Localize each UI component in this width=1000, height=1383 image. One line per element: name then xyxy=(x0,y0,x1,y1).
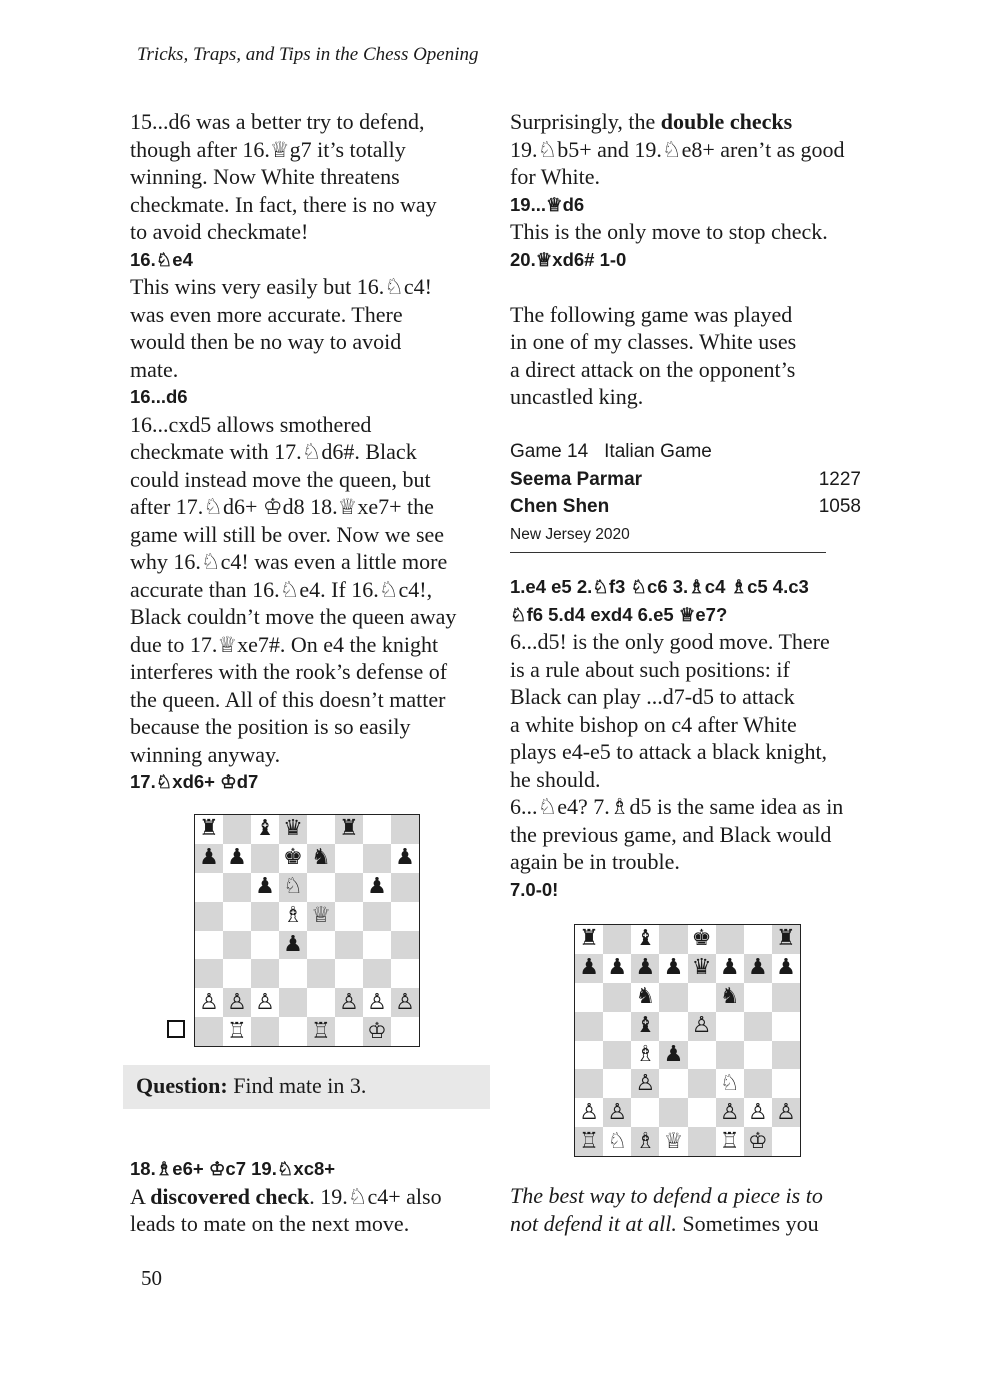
bold-term: double checks xyxy=(660,109,793,134)
square-g6 xyxy=(744,983,772,1012)
text-line: 19.♘b5+ and 19.♘e8+ aren’t as good xyxy=(510,136,845,162)
square-e2 xyxy=(688,1098,716,1127)
square-g7 xyxy=(744,954,772,983)
chess-piece: ♔ xyxy=(747,1128,768,1154)
square-d5 xyxy=(279,902,307,931)
intro-line: a direct attack on the opponent’s xyxy=(510,356,796,382)
move-line: 18.♗e6+ ♔c7 19.♘xc8+ xyxy=(130,1158,336,1179)
chess-piece: ♟ xyxy=(395,845,415,871)
italic-line: The best way to defend a piece is to xyxy=(510,1183,823,1208)
chess-piece: ♛ xyxy=(283,816,303,842)
player-rating: 1058 xyxy=(818,496,861,517)
chess-piece: ♞ xyxy=(311,845,331,871)
square-d2 xyxy=(279,988,307,1017)
chess-piece: ♖ xyxy=(719,1128,740,1154)
chess-piece: ♘ xyxy=(283,874,303,900)
chess-piece: ♘ xyxy=(719,1070,740,1096)
chess-piece: ♞ xyxy=(719,984,740,1010)
square-b2 xyxy=(223,988,251,1017)
square-b7 xyxy=(603,954,631,983)
square-f1 xyxy=(335,1017,363,1046)
square-g4 xyxy=(363,931,391,960)
square-h1 xyxy=(772,1127,800,1156)
chess-piece: ♙ xyxy=(579,1099,599,1125)
square-c6 xyxy=(631,983,659,1012)
text-line: This is the only move to stop check. xyxy=(510,219,828,244)
square-d3 xyxy=(279,959,307,988)
chess-piece: ♙ xyxy=(255,989,275,1015)
chess-piece: ♟ xyxy=(607,955,628,981)
chess-piece: ♙ xyxy=(719,1099,740,1125)
chess-piece: ♙ xyxy=(635,1070,656,1096)
note-line: Black can play ...d7-d5 to attack xyxy=(510,684,795,709)
square-c4 xyxy=(631,1041,659,1070)
square-b4 xyxy=(223,931,251,960)
square-g8 xyxy=(363,815,391,844)
move-line: 1.e4 e5 2.♘f3 ♘c6 3.♗c4 ♗c5 4.c3 xyxy=(510,576,809,597)
chess-piece: ♙ xyxy=(747,1099,768,1125)
square-a1 xyxy=(575,1127,603,1156)
square-d3 xyxy=(659,1069,687,1098)
white-to-move-indicator xyxy=(167,1020,185,1038)
running-head: Tricks, Traps, and Tips in the Chess Opening xyxy=(137,44,479,65)
square-a2 xyxy=(575,1098,603,1127)
chess-piece: ♙ xyxy=(367,989,387,1015)
square-h7 xyxy=(772,954,800,983)
square-b1 xyxy=(223,1017,251,1046)
square-f7 xyxy=(335,844,363,873)
square-f4 xyxy=(716,1041,744,1070)
text-line: to avoid checkmate! xyxy=(130,219,309,244)
square-f6 xyxy=(716,983,744,1012)
square-e8 xyxy=(307,815,335,844)
text-line xyxy=(510,108,870,136)
move-line: ♘f6 5.d4 exd4 6.e5 ♕e7? xyxy=(510,603,728,625)
move-line: 16...d6 xyxy=(130,386,188,407)
note-line: plays e4-e5 to attack a black knight, xyxy=(510,739,828,764)
square-b3 xyxy=(223,959,251,988)
move-line: 7.0-0! xyxy=(510,878,559,900)
square-g2 xyxy=(363,988,391,1017)
text-line xyxy=(510,1210,870,1238)
page-number: 50 xyxy=(141,1266,162,1290)
chess-piece: ♝ xyxy=(255,816,275,842)
chess-diagram-2 xyxy=(574,924,801,1157)
square-h1 xyxy=(391,1017,419,1046)
chess-piece: ♞ xyxy=(635,984,656,1010)
square-a6 xyxy=(195,873,223,902)
chess-diagram-1 xyxy=(194,814,420,1047)
square-e2 xyxy=(307,988,335,1017)
chess-piece: ♟ xyxy=(663,1041,684,1067)
chess-piece: ♟ xyxy=(776,955,796,981)
notes xyxy=(510,628,870,876)
chess-piece: ♔ xyxy=(367,1018,387,1044)
square-d6 xyxy=(279,873,307,902)
player-name: Seema Parmar xyxy=(510,468,643,490)
player-name: Chen Shen xyxy=(510,496,610,517)
note-line: 6...♘e4? 7.♗d5 is the same idea as in xyxy=(510,794,844,819)
square-g3 xyxy=(744,1069,772,1098)
square-d1 xyxy=(279,1017,307,1046)
square-h3 xyxy=(391,959,419,988)
square-e4 xyxy=(688,1041,716,1070)
text-line: accurate than 16.♘e4. If 16.♘c4!, xyxy=(130,576,433,602)
square-g5 xyxy=(363,902,391,931)
chess-piece: ♟ xyxy=(283,931,303,957)
square-e8 xyxy=(688,925,716,954)
text-line: could instead move the queen, but xyxy=(130,466,431,492)
text-line: though after 16.♕g7 it’s totally xyxy=(130,136,406,162)
text-line: why 16.♘c4! was even a little more xyxy=(130,549,448,574)
left-bottom-text xyxy=(130,1155,492,1238)
chess-piece: ♙ xyxy=(691,1013,712,1039)
intro-line: in one of my classes. White uses xyxy=(510,329,797,354)
square-h6 xyxy=(391,873,419,902)
note-line: the previous game, and Black would xyxy=(510,821,832,847)
text-line: mate. xyxy=(130,356,179,382)
text-line: the queen. All of this doesn’t matter xyxy=(130,686,446,712)
chess-piece: ♝ xyxy=(635,926,656,952)
text-line: because the position is so easily xyxy=(130,714,411,739)
square-g8 xyxy=(744,925,772,954)
text-line: 16...cxd5 allows smothered xyxy=(130,411,372,437)
square-a4 xyxy=(195,931,223,960)
square-g6 xyxy=(363,873,391,902)
square-f2 xyxy=(335,988,363,1017)
chess-piece: ♕ xyxy=(663,1128,684,1154)
square-g5 xyxy=(744,1012,772,1041)
chess-piece: ♛ xyxy=(691,955,712,981)
square-c2 xyxy=(631,1098,659,1127)
square-f5 xyxy=(716,1012,744,1041)
right-column xyxy=(510,108,870,903)
right-bottom-text xyxy=(510,1182,870,1237)
game-header xyxy=(510,438,870,466)
question-body: Find mate in 3. xyxy=(227,1073,367,1098)
intro-line: uncastled king. xyxy=(510,384,644,409)
square-b5 xyxy=(603,1012,631,1041)
left-column xyxy=(130,108,492,796)
chess-piece: ♕ xyxy=(311,903,331,929)
text-span: Surprisingly, the xyxy=(510,109,661,134)
chess-piece: ♚ xyxy=(283,845,303,871)
chess-piece: ♚ xyxy=(691,926,712,952)
square-b1 xyxy=(603,1127,631,1156)
move-line: 20.♕xd6# 1-0 xyxy=(510,248,627,270)
square-b6 xyxy=(603,983,631,1012)
square-f8 xyxy=(335,815,363,844)
move-line: 16.♘e4 xyxy=(130,248,193,270)
chess-piece: ♝ xyxy=(635,1013,656,1039)
bold-term: discovered check xyxy=(150,1183,310,1209)
square-e5 xyxy=(307,902,335,931)
square-h6 xyxy=(772,983,800,1012)
text-line: after 17.♘d6+ ♔d8 18.♕xe7+ the xyxy=(130,494,434,519)
chess-piece: ♟ xyxy=(255,874,275,900)
square-c8 xyxy=(631,925,659,954)
chess-piece: ♙ xyxy=(395,989,415,1015)
square-b3 xyxy=(603,1069,631,1098)
square-a7 xyxy=(575,954,603,983)
move-line: 19...♕d6 xyxy=(510,193,585,215)
square-f1 xyxy=(716,1127,744,1156)
square-g4 xyxy=(744,1041,772,1070)
chess-piece: ♟ xyxy=(635,955,656,981)
square-e3 xyxy=(307,959,335,988)
square-a2 xyxy=(195,988,223,1017)
square-c1 xyxy=(631,1127,659,1156)
chess-piece: ♗ xyxy=(635,1128,656,1154)
text-line: leads to mate on the next move. xyxy=(130,1211,410,1236)
square-a3 xyxy=(575,1069,603,1098)
square-f6 xyxy=(335,873,363,902)
square-c5 xyxy=(251,902,279,931)
chess-piece: ♙ xyxy=(227,989,247,1015)
square-d7 xyxy=(659,954,687,983)
note-line: is a rule about such positions: if xyxy=(510,656,790,682)
square-h7 xyxy=(391,844,419,873)
square-h2 xyxy=(391,988,419,1017)
chess-piece: ♜ xyxy=(776,926,796,952)
square-h3 xyxy=(772,1069,800,1098)
square-e3 xyxy=(688,1069,716,1098)
chess-piece: ♟ xyxy=(579,955,599,981)
square-d1 xyxy=(659,1127,687,1156)
text-line: This wins very easily but 16.♘c4! xyxy=(130,274,433,299)
square-b6 xyxy=(223,873,251,902)
square-e7 xyxy=(307,844,335,873)
question-label: Question: xyxy=(136,1073,228,1098)
square-b7 xyxy=(223,844,251,873)
chess-piece: ♖ xyxy=(311,1018,331,1044)
game-number: Game 14 xyxy=(510,441,589,462)
square-c1 xyxy=(251,1017,279,1046)
chess-piece: ♟ xyxy=(747,955,768,981)
square-a5 xyxy=(575,1012,603,1041)
square-g3 xyxy=(363,959,391,988)
square-h8 xyxy=(391,815,419,844)
square-h2 xyxy=(772,1098,800,1127)
square-h5 xyxy=(391,902,419,931)
square-c3 xyxy=(251,959,279,988)
chess-piece: ♖ xyxy=(227,1018,247,1044)
square-e5 xyxy=(688,1012,716,1041)
square-c2 xyxy=(251,988,279,1017)
chess-piece: ♜ xyxy=(339,816,359,842)
square-h4 xyxy=(772,1041,800,1070)
square-b2 xyxy=(603,1098,631,1127)
square-b8 xyxy=(603,925,631,954)
white-player xyxy=(510,466,861,494)
chess-piece: ♗ xyxy=(283,903,303,929)
square-a4 xyxy=(575,1041,603,1070)
player-rating: 1227 xyxy=(818,468,861,490)
square-f3 xyxy=(335,959,363,988)
square-c4 xyxy=(251,931,279,960)
text-line: was even more accurate. There xyxy=(130,301,403,327)
text-line: winning anyway. xyxy=(130,741,281,767)
text-line: 15...d6 was a better try to defend, xyxy=(130,109,425,134)
text-span: A xyxy=(130,1183,151,1209)
square-h4 xyxy=(391,931,419,960)
note-line: a white bishop on c4 after White xyxy=(510,711,797,737)
square-e4 xyxy=(307,931,335,960)
square-h8 xyxy=(772,925,800,954)
note-line: he should. xyxy=(510,766,601,792)
square-g7 xyxy=(363,844,391,873)
chess-piece: ♟ xyxy=(663,955,684,981)
square-e7 xyxy=(688,954,716,983)
text-line: winning. Now White threatens xyxy=(130,164,400,189)
note-line: 6...d5! is the only good move. There xyxy=(510,629,830,654)
italic-span: not defend it at all. xyxy=(510,1210,677,1236)
square-b8 xyxy=(223,815,251,844)
game-opening: Italian Game xyxy=(604,441,712,462)
chess-piece: ♗ xyxy=(635,1041,656,1067)
square-d8 xyxy=(279,815,307,844)
text-line xyxy=(130,1183,492,1211)
chess-piece: ♟ xyxy=(367,874,387,900)
intro-line: The following game was played xyxy=(510,301,793,327)
text-span: . 19.♘c4+ also xyxy=(309,1183,442,1209)
chess-piece: ♙ xyxy=(776,1099,796,1125)
square-a1 xyxy=(195,1017,223,1046)
square-c7 xyxy=(631,954,659,983)
square-d7 xyxy=(279,844,307,873)
square-a5 xyxy=(195,902,223,931)
text-line: due to 17.♕xe7#. On e4 the knight xyxy=(130,631,439,657)
square-c6 xyxy=(251,873,279,902)
chess-piece: ♟ xyxy=(199,845,219,871)
text-line: game will still be over. Now we see xyxy=(130,521,445,547)
square-g1 xyxy=(744,1127,772,1156)
square-a6 xyxy=(575,983,603,1012)
square-e6 xyxy=(688,983,716,1012)
square-c7 xyxy=(251,844,279,873)
square-d4 xyxy=(279,931,307,960)
square-d5 xyxy=(659,1012,687,1041)
square-d2 xyxy=(659,1098,687,1127)
square-g2 xyxy=(744,1098,772,1127)
note-line: again be in trouble. xyxy=(510,849,680,874)
chess-piece: ♜ xyxy=(579,926,599,952)
chess-piece: ♟ xyxy=(227,845,247,871)
move-line: 17.♘xd6+ ♔d7 xyxy=(130,771,259,792)
square-a8 xyxy=(195,815,223,844)
chess-piece: ♜ xyxy=(199,816,219,842)
square-b5 xyxy=(223,902,251,931)
square-f8 xyxy=(716,925,744,954)
question-box xyxy=(123,1065,490,1109)
square-e1 xyxy=(688,1127,716,1156)
text-line: interferes with the rook’s defense of xyxy=(130,659,448,684)
square-d6 xyxy=(659,983,687,1012)
chess-piece: ♟ xyxy=(719,955,740,981)
text-line: for White. xyxy=(510,164,601,189)
chess-piece: ♙ xyxy=(339,989,359,1015)
square-f2 xyxy=(716,1098,744,1127)
square-b4 xyxy=(603,1041,631,1070)
square-a8 xyxy=(575,925,603,954)
square-h5 xyxy=(772,1012,800,1041)
text-line: checkmate with 17.♘d6#. Black xyxy=(130,439,417,464)
chess-piece: ♙ xyxy=(607,1099,628,1125)
chess-piece: ♖ xyxy=(579,1128,599,1154)
question-text xyxy=(136,1073,366,1099)
square-d8 xyxy=(659,925,687,954)
square-e6 xyxy=(307,873,335,902)
square-f5 xyxy=(335,902,363,931)
square-d4 xyxy=(659,1041,687,1070)
chess-piece: ♙ xyxy=(199,989,219,1015)
text-line: Black couldn’t move the queen away xyxy=(130,604,457,629)
square-g1 xyxy=(363,1017,391,1046)
square-c3 xyxy=(631,1069,659,1098)
text-line: checkmate. In fact, there is no way xyxy=(130,191,437,217)
game-venue: New Jersey 2020 xyxy=(510,525,630,543)
square-f4 xyxy=(335,931,363,960)
text-span: Sometimes you xyxy=(676,1210,819,1236)
square-c8 xyxy=(251,815,279,844)
chess-piece: ♘ xyxy=(607,1128,628,1154)
square-c5 xyxy=(631,1012,659,1041)
square-f3 xyxy=(716,1069,744,1098)
black-player xyxy=(510,493,861,521)
text-line: would then be no way to avoid xyxy=(130,329,402,354)
square-a7 xyxy=(195,844,223,873)
square-e1 xyxy=(307,1017,335,1046)
square-a3 xyxy=(195,959,223,988)
square-f7 xyxy=(716,954,744,983)
